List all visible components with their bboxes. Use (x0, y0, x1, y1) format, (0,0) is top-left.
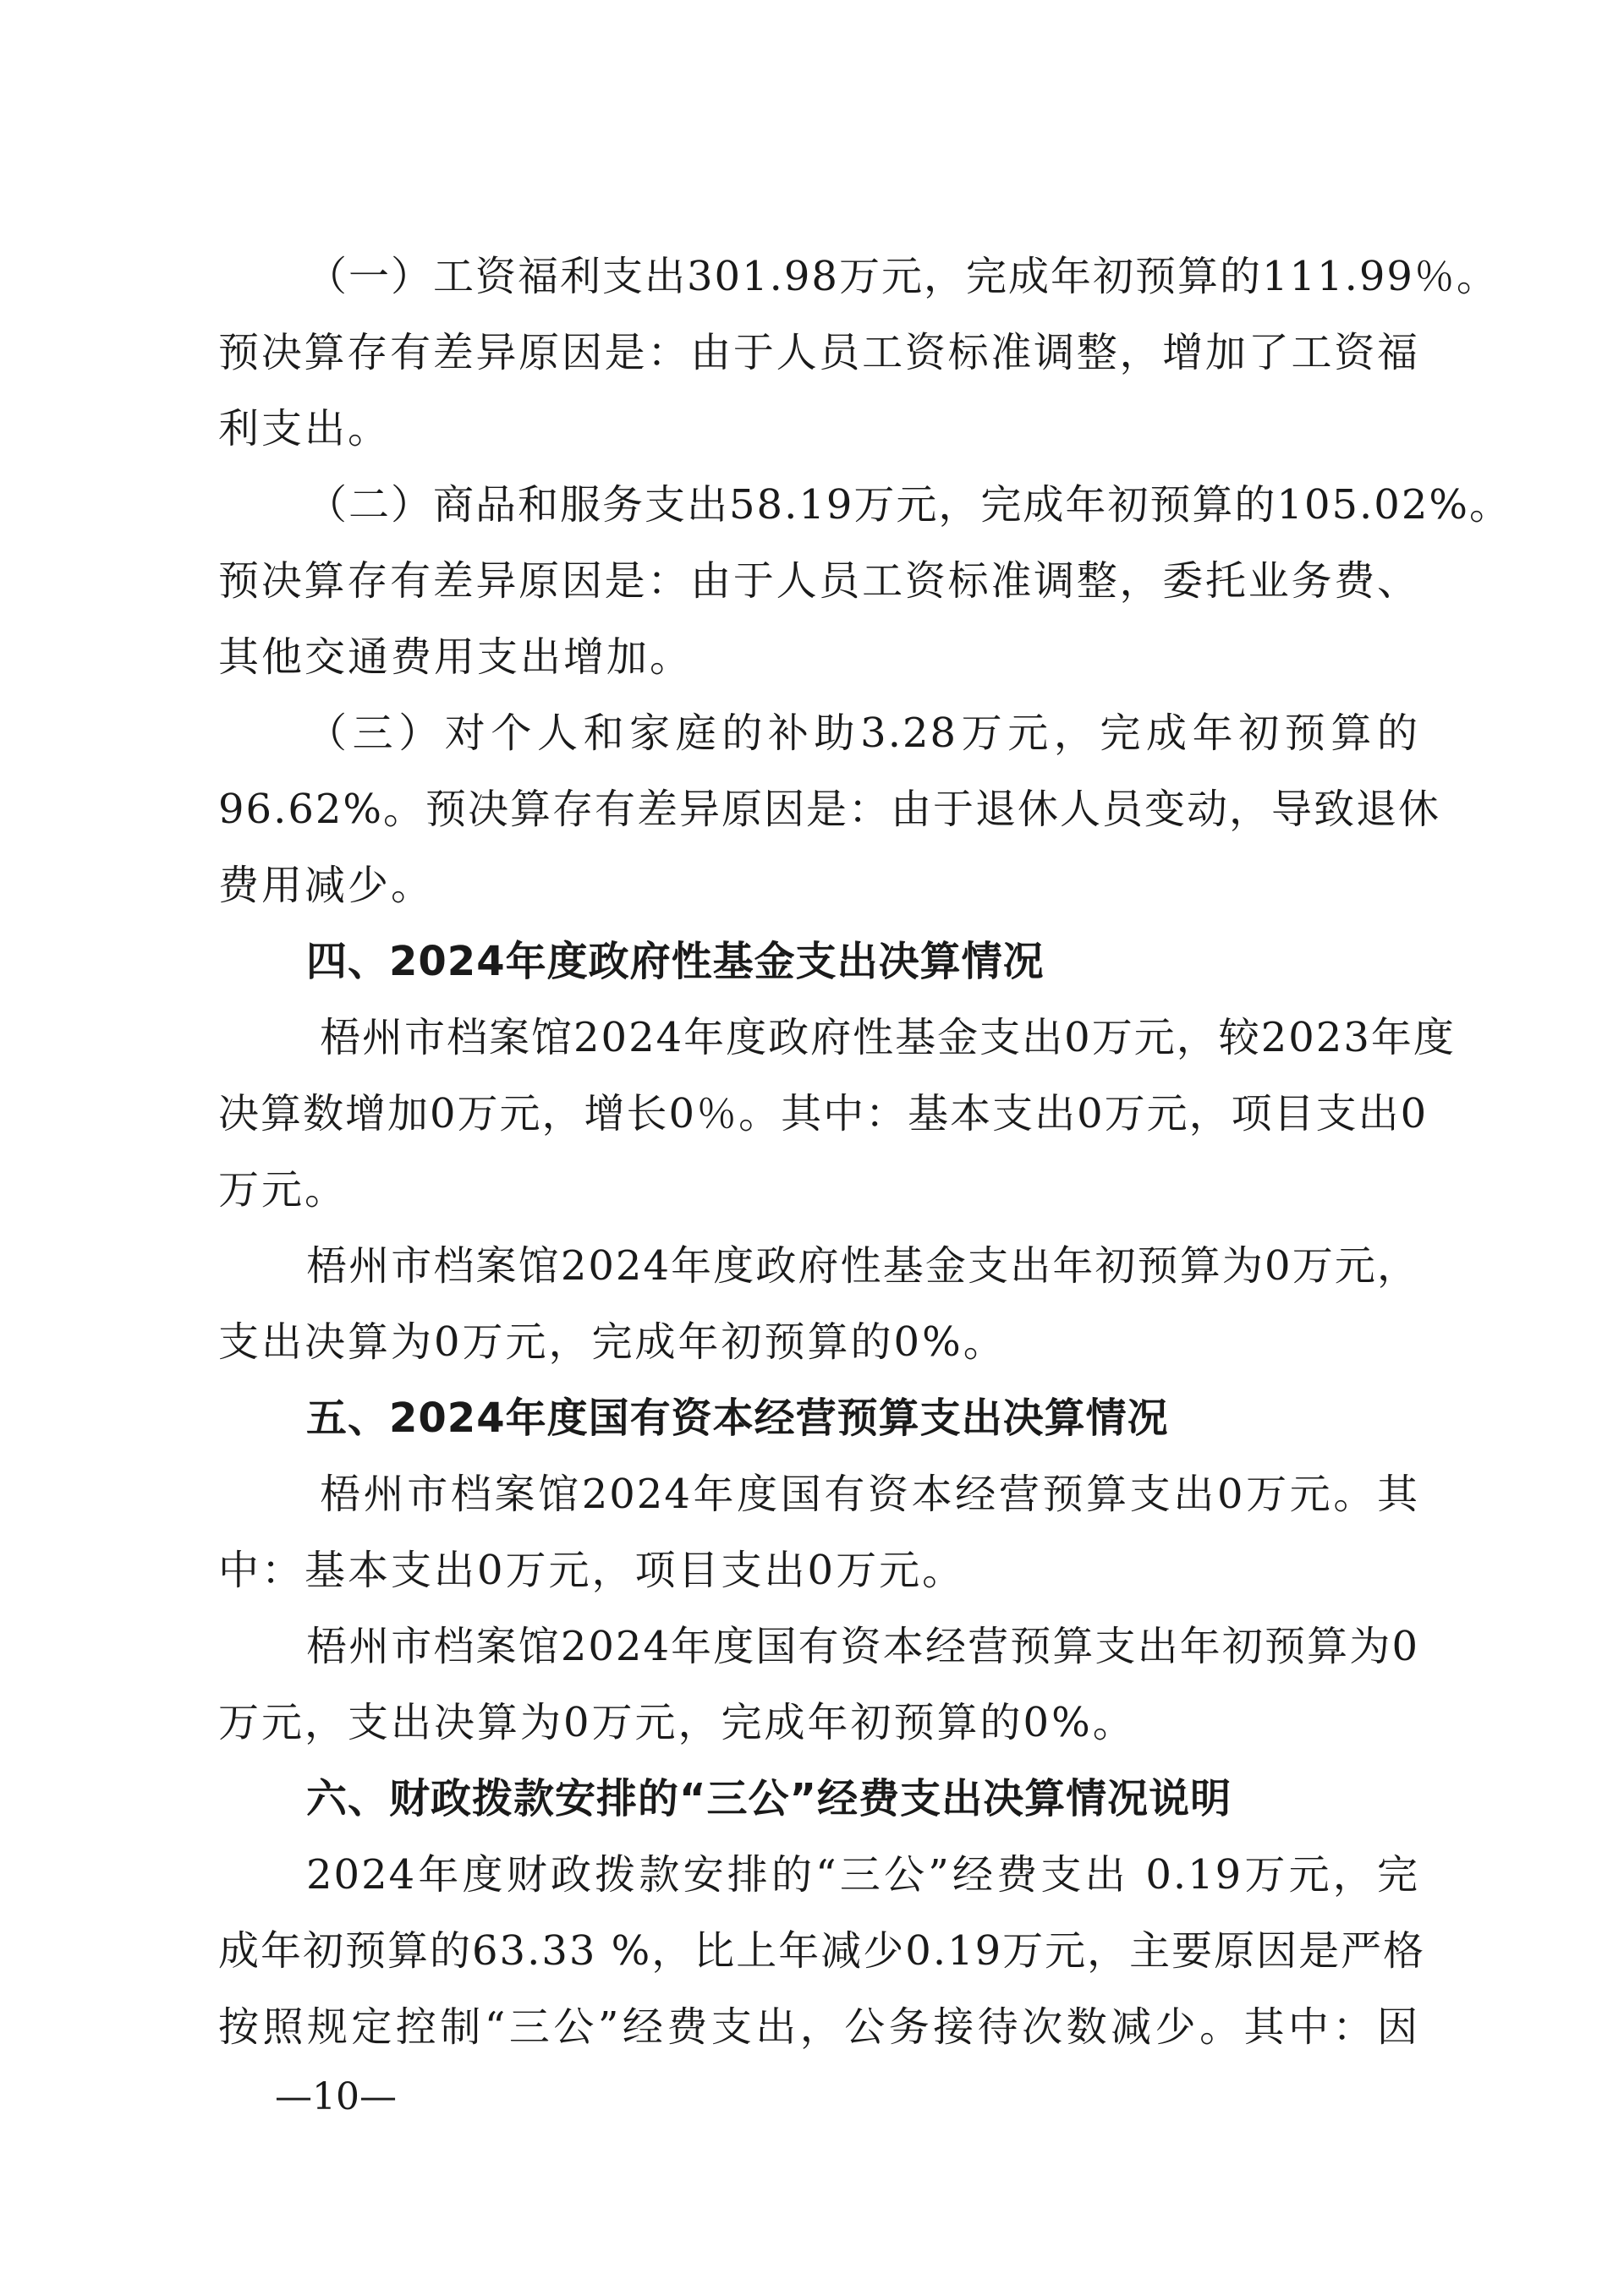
paragraph-line: 梧州市档案馆2024年度政府性基金支出0万元，较2023年度 (320, 1014, 1456, 1061)
page-number: —10— (275, 2075, 397, 2118)
paragraph-line: 成年初预算的63.33 %，比上年减少0.19万元，主要原因是严格 (218, 1927, 1426, 1975)
paragraph-line: 96.62%。预决算存有差异原因是：由于退休人员变动，导致退休 (218, 786, 1441, 833)
section-heading: 六、财政拨款安排的“三公”经费支出决算情况说明 (306, 1775, 1232, 1822)
paragraph-line: 万元。 (218, 1166, 348, 1214)
paragraph-line: 决算数增加0万元，增长0％。其中：基本支出0万元，项目支出0 (218, 1090, 1429, 1137)
paragraph-line: 按照规定控制“三公”经费支出，公务接待次数减少。其中：因 (218, 2003, 1419, 2051)
paragraph-line: 费用减少。 (218, 862, 435, 909)
paragraph-line: 万元，支出决算为0万元，完成年初预算的0%。 (218, 1699, 1136, 1746)
paragraph-line: 梧州市档案馆2024年度政府性基金支出年初预算为0万元， (306, 1242, 1419, 1290)
paragraph-line: （二）商品和服务支出58.19万元，完成年初预算的105.02%。 (306, 481, 1512, 529)
paragraph-line: （三）对个人和家庭的补助3.28万元，完成年初预算的 (306, 710, 1419, 757)
paragraph-line: （一）工资福利支出301.98万元，完成年初预算的111.99％。 (306, 253, 1499, 300)
paragraph-line: 预决算存有差异原因是：由于人员工资标准调整，增加了工资福 (218, 329, 1419, 376)
paragraph-line: 梧州市档案馆2024年度国有资本经营预算支出年初预算为0 (306, 1623, 1419, 1670)
paragraph-line: 梧州市档案馆2024年度国有资本经营预算支出0万元。其 (320, 1471, 1419, 1518)
paragraph-line: 预决算存有差异原因是：由于人员工资标准调整，委托业务费、 (218, 557, 1419, 605)
paragraph-line: 中：基本支出0万元，项目支出0万元。 (218, 1547, 966, 1594)
section-heading: 五、2024年度国有资本经营预算支出决算情况 (306, 1395, 1169, 1442)
paragraph-line: 2024年度财政拨款安排的“三公”经费支出 0.19万元，完 (306, 1851, 1419, 1899)
paragraph-line: 利支出。 (218, 405, 392, 452)
paragraph-line: 支出决算为0万元，完成年初预算的0%。 (218, 1318, 1007, 1366)
paragraph-line: 其他交通费用支出增加。 (218, 633, 694, 681)
section-heading: 四、2024年度政府性基金支出决算情况 (306, 938, 1045, 985)
